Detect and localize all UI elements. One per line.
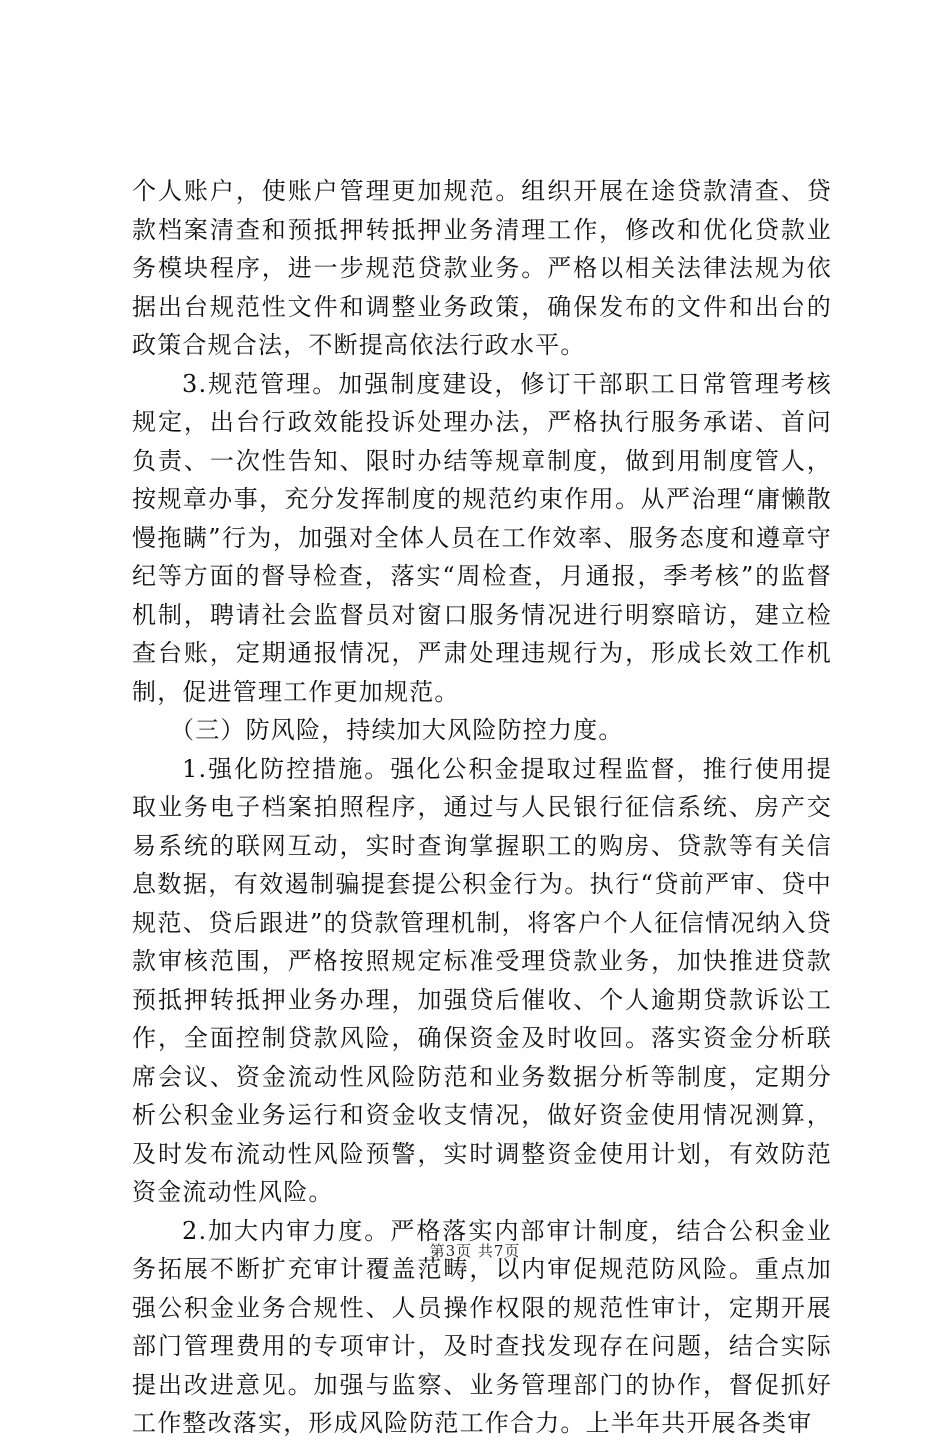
paragraph-continuation: 个人账户，使账户管理更加规范。组织开展在途贷款清查、贷款档案清查和预抵押转抵押业务清理工作，修改和优化贷款业务模块程序，进一步规范贷款业务。严格以相关法律法规为依据出台规范性文件和调整业务政策，确保发布的文件和出台的政策合规合法，不断提高依法行政水平。 (132, 177, 832, 359)
section-heading-risk-prevention: （三）防风险，持续加大风险防控力度。 (170, 716, 624, 744)
page-number-footer: 第3页 共7页 (429, 1242, 521, 1260)
paragraph-internal-audit: 2.加大内审力度。严格落实内部审计制度，结合公积金业务拓展不断扩充审计覆盖范畴，以内审促规范防风险。重点加强公积金业务合规性、人员操作权限的规范性审计，定期开展部门管理费用的专项审计，及时查找发现存在问题，结合实际提出改进意见。加强与监察、业务管理部门的协作，督促抓好工作整改落实，形成风险防范工作合力。上半年共开展各类审 (132, 1216, 832, 1437)
paragraph-standardized-management: 3.规范管理。加强制度建设，修订干部职工日常管理考核规定，出台行政效能投诉处理办法，严格执行服务承诺、首问负责、一次性告知、限时办结等规章制度，做到用制度管人，按规章办事，充分发挥制度的规范约束作用。从严治理“庸懒散慢拖瞒”行为，加强对全体人员在工作效率、服务态度和遵章守纪等方面的督导检查，落实“周检查，月通报，季考核”的监督机制，聘请社会监督员对窗口服务情况进行明察暗访，建立检查台账，定期通报情况，严肃处理违规行为，形成长效工作机制，促进管理工作更加规范。 (132, 369, 832, 706)
paragraph-strengthen-controls: 1.强化防控措施。强化公积金提取过程监督，推行使用提取业务电子档案拍照程序，通过与人民银行征信系统、房产交易系统的联网互动，实时查询掌握职工的购房、贷款等有关信息数据，有效遏制骗提套提公积金行为。执行“贷前严审、贷中规范、贷后跟进”的贷款管理机制，将客户个人征信情况纳入贷款审核范围，严格按照规定标准受理贷款业务，加快推进贷款预抵押转抵押业务办理，加强贷后催收、个人逾期贷款诉讼工作，全面控制贷款风险，确保资金及时收回。落实资金分析联席会议、资金流动性风险防范和业务数据分析等制度，定期分析公积金业务运行和资金收支情况，做好资金使用情况测算，及时发布流动性风险预警，实时调整资金使用计划，有效防范资金流动性风险。 (132, 754, 832, 1206)
